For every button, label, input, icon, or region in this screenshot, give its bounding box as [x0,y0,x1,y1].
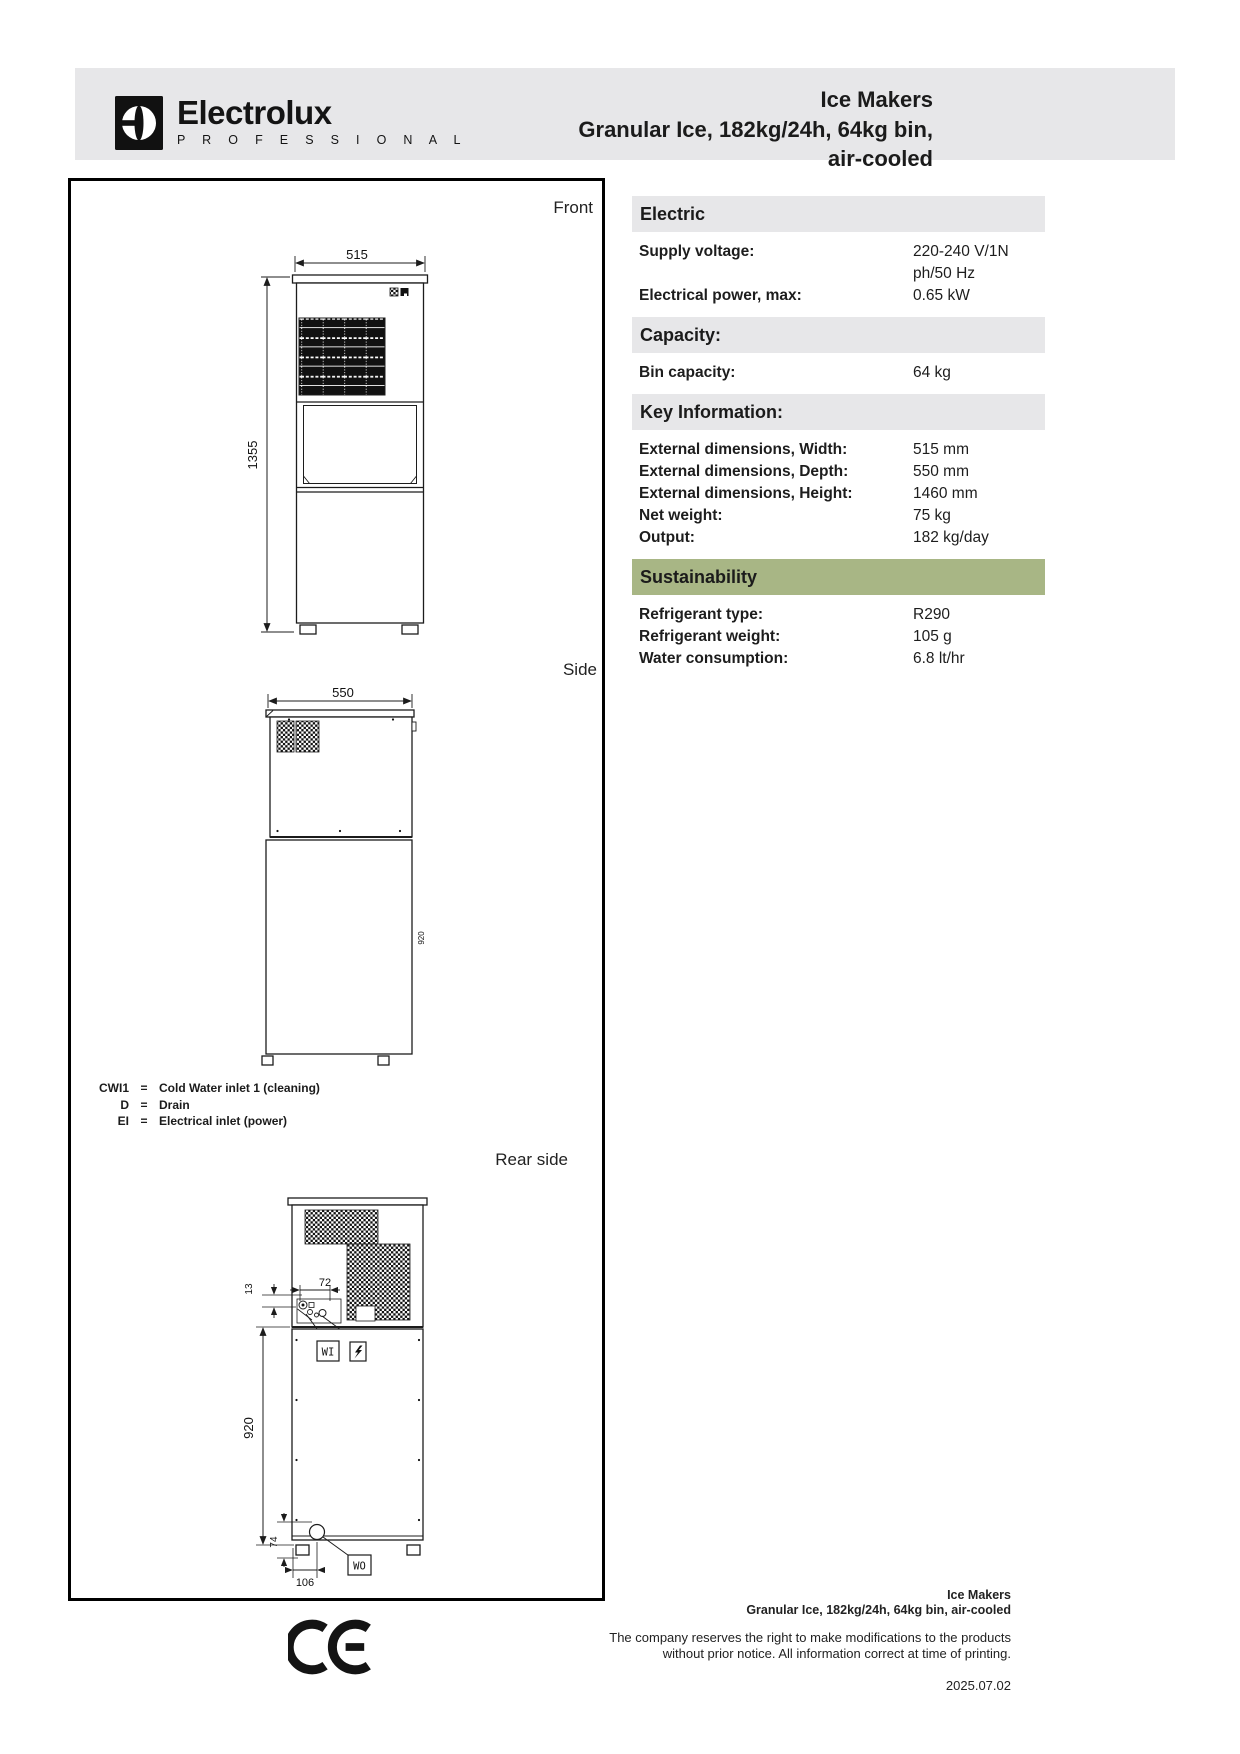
spec-value: 64 kg [913,364,951,381]
water-outlet-label: WO [353,1560,366,1573]
spec-label: Refrigerant weight: [639,628,781,645]
title-line-1: Ice Makers [820,87,933,112]
legend-row [95,1080,320,1097]
spec-section-heading: Electric [632,196,1045,232]
footer-disclaimer-line-2: without prior notice. All information correct at time of printing. [662,1645,1011,1661]
spec-label: Refrigerant type: [639,606,764,623]
spec-section-heading: Key Information: [632,394,1045,430]
technical-drawings [71,181,602,1598]
spec-label: Bin capacity: [639,364,736,381]
spec-value: 105 g [913,628,952,645]
footer-product-line-2: Granular Ice, 182kg/24h, 64kg bin, air-cooled [746,1603,1011,1617]
front-view-label: Front [553,198,593,217]
connection-legend [95,1080,320,1130]
footer-disclaimer-line-1: The company reserves the right to make modifications to the products [609,1630,1011,1645]
spec-label: Supply voltage: [639,243,755,260]
technical-drawing-box [68,178,605,1601]
spec-row [632,626,1045,648]
spec-value: 550 mm [913,463,969,480]
document-title [578,85,933,174]
spec-row [632,241,1045,285]
spec-row [632,604,1045,626]
spec-row [632,505,1045,527]
legend-code: CWI1 [99,1081,129,1095]
rear-view-label: Rear side [495,1150,568,1169]
dim-rear-13: 13 [244,1283,255,1295]
legend-row [95,1113,320,1130]
spec-value: 0.65 kW [913,287,970,304]
spec-label: External dimensions, Depth: [639,463,849,480]
spec-label: Electrical power, max: [639,287,802,304]
legend-equals: = [140,1114,148,1128]
legend-code: D [120,1097,129,1112]
spec-value: 220-240 V/1N ph/50 Hz [913,243,1009,282]
spec-row [632,648,1045,670]
spec-row [632,439,1045,461]
brand-subtitle: P R O F E S S I O N A L [177,133,468,147]
electrolux-logo [115,96,467,150]
title-line-2: Granular Ice, 182kg/24h, 64kg bin, [578,116,933,142]
spec-label: Water consumption: [639,650,789,667]
spec-label: Output: [639,529,695,546]
legend-description: Drain [159,1097,190,1112]
legend-equals: = [140,1081,148,1095]
spec-row [632,527,1045,549]
ce-mark-icon [288,1614,372,1680]
spec-section-heading: Capacity: [632,317,1045,353]
spec-label: External dimensions, Height: [639,485,853,502]
front-view-drawing [261,256,428,634]
brand-name: Electrolux [177,94,332,131]
spec-value: R290 [913,606,951,623]
footer-product-line-1: Ice Makers [947,1588,1011,1602]
dim-front-width: 515 [346,247,368,262]
header-band [75,68,1175,171]
water-inlet-label: WI [321,1346,335,1359]
legend-row [95,1097,320,1114]
spec-table [632,196,1045,680]
dim-side-depth: 550 [332,685,354,700]
spec-value: 75 kg [913,507,951,524]
dim-rear-72: 72 [318,1277,332,1289]
dim-rear-920: 920 [241,1417,256,1439]
spec-row [632,285,1045,307]
rear-view-drawing [256,1198,427,1578]
spec-section-heading: Sustainability [632,559,1045,595]
title-line-3: air-cooled [827,146,933,171]
footer [609,1588,1011,1693]
spec-value: 515 mm [913,441,969,458]
spec-value: 182 kg/day [913,529,989,546]
footer-date: 2025.07.02 [945,1678,1011,1693]
spec-row [632,362,1045,384]
dim-rear-106: 106 [295,1577,315,1589]
spec-value: 1460 mm [913,485,978,502]
spec-label: External dimensions, Width: [639,441,848,458]
legend-description: Cold Water inlet 1 (cleaning) [159,1081,320,1095]
dim-side-height: 920 [417,931,426,945]
legend-equals: = [140,1097,148,1112]
dim-rear-74: 74 [269,1536,280,1548]
legend-code: EI [117,1114,129,1128]
spec-label: Net weight: [639,507,723,524]
spec-row [632,483,1045,505]
spec-value: 6.8 lt/hr [913,650,965,667]
legend-description: Electrical inlet (power) [159,1114,288,1128]
spec-row [632,461,1045,483]
dim-front-height: 1355 [245,440,260,470]
side-view-drawing [262,694,416,1065]
side-view-label: Side [562,660,597,679]
electrolux-logo-icon [115,96,163,150]
